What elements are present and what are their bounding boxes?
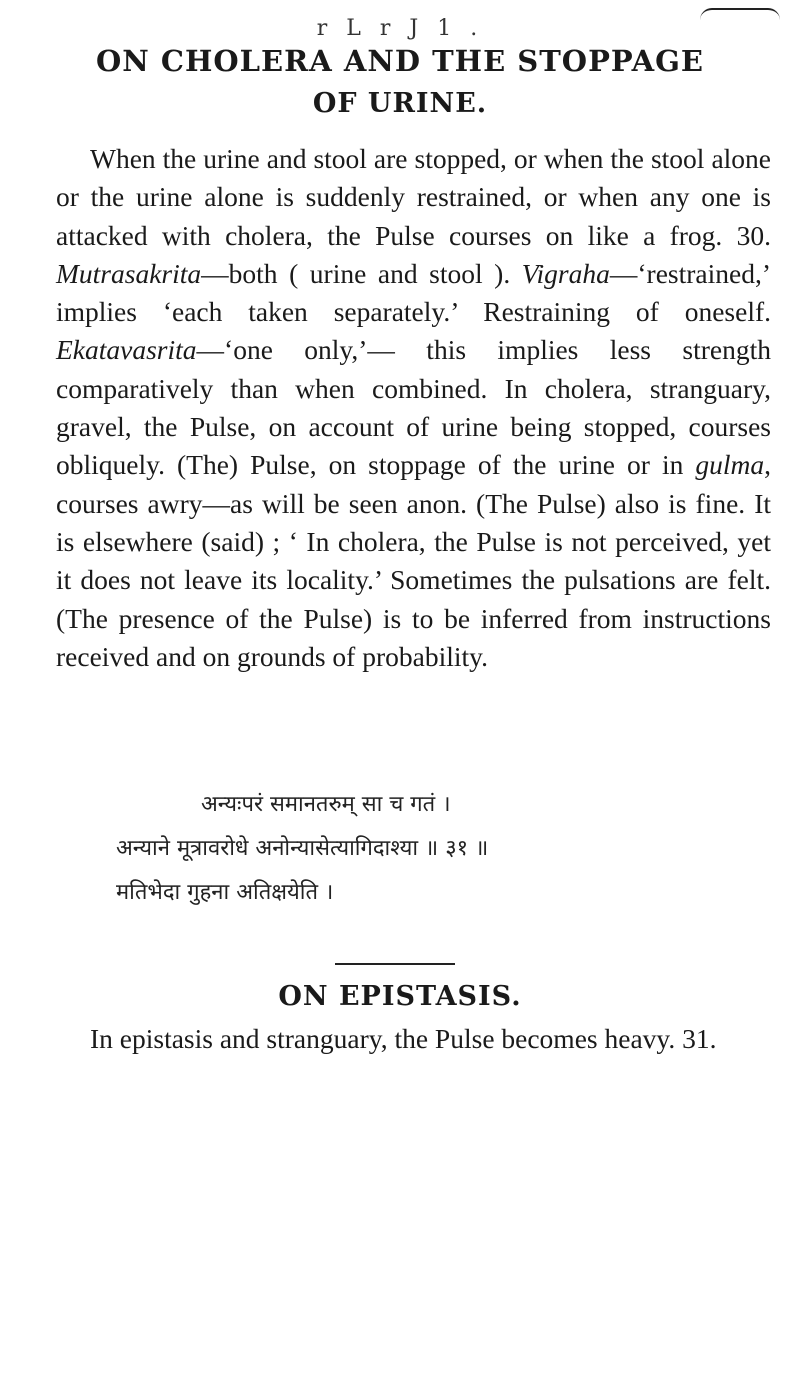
sanskrit-line-3: मतिभेदा गुहना अतिक्षयेति । — [116, 880, 334, 905]
paragraph-epistasis — [56, 1020, 771, 1058]
paragraph-text: When the urine and stool are stopped, or when the stool alone or the urine alone is suddenly restrained, or when any one is attacked with cholera, the Pulse courses on like a frog. 30. Mutrasakrita—both ( urine and stool ). Vigraha—‘restrained,’ implies ‘each taken separately.’ Restraining of oneself. Ekatavasrita—‘one only,’— this implies less strength comparatively than when combined. In cholera, stranguary, gravel, the Pulse, on account of urine being stopped, courses obliquely. (The) Pulse, on stoppage of the urine or in gulma, courses awry—as will be seen anon. (The Pulse) also is fine. It is elsewhere (said) ; ‘ In cholera, the Pulse is not perceived, yet it does not leave its locality.’ Sometimes the pulsations are felt. (The presence of the Pulse) is to be inferred from instructions received and on grounds of probability. — [56, 143, 771, 672]
term-ekatavasrita: Ekatavasrita — [56, 334, 197, 366]
term-mutrasakrita: Mutrasakrita — [56, 257, 202, 289]
sanskrit-line-1: अन्यःपरं समानतरुम् सा च गतं । — [201, 792, 451, 817]
sanskrit-verse — [56, 783, 771, 915]
paragraph-text: In epistasis and stranguary, the Pulse becomes heavy. 31. — [90, 1023, 717, 1054]
term-gulma: gulma — [695, 449, 765, 481]
sanskrit-line-2: अन्याने मूत्रावरोधे अनोन्यासेत्यागिदाश्या ॥ ३१ ॥ — [116, 836, 489, 861]
term-vigraha: Vigraha — [521, 257, 610, 289]
page-header-marks: r L r J 1 . — [316, 16, 484, 41]
paragraph-cholera — [56, 140, 771, 676]
section-title-line2: OF URINE. — [312, 88, 488, 119]
section-title-line1: ON CHOLERA AND THE STOPPAGE — [96, 44, 704, 78]
section-divider — [335, 963, 455, 965]
section-title-epistasis: ON EPISTASIS. — [278, 981, 522, 1012]
